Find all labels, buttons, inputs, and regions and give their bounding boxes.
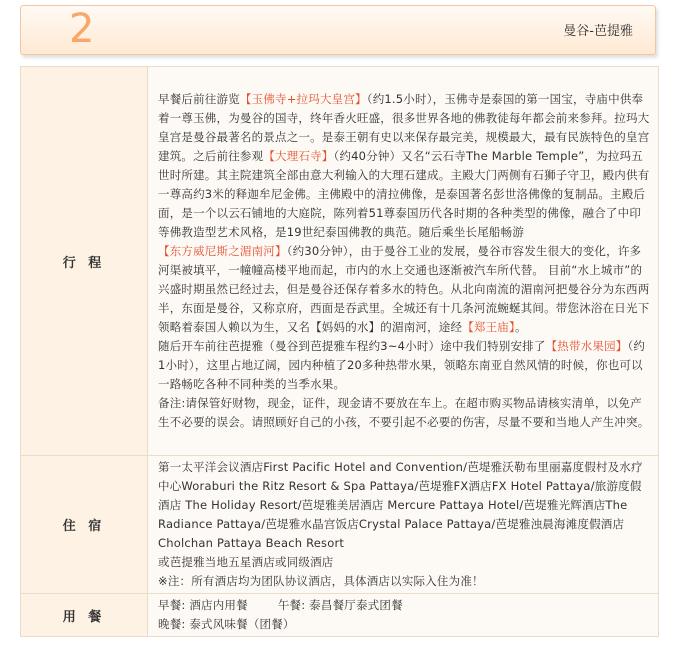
meal-row xyxy=(21,594,659,637)
itinerary-table xyxy=(20,66,659,637)
schedule-label: 行 程 xyxy=(21,67,148,456)
meal-content xyxy=(148,594,659,637)
meal-line-2 xyxy=(158,615,650,634)
dinner-text: 晚餐: 泰式风味餐（团餐） xyxy=(158,617,295,631)
day-header xyxy=(20,5,656,55)
meal-label: 用 餐 xyxy=(21,594,148,637)
schedule-text: 。 xyxy=(514,320,527,334)
highlighted-attraction: 【东方威尼斯之湄南河】 xyxy=(158,244,287,258)
meal-line-1 xyxy=(158,596,650,615)
hotel-alternative: 或芭提雅当地五星酒店或同级酒店 xyxy=(158,555,334,569)
schedule-text: 备注:请保管好财物，现金，证件，现金请不要放在车上。在超市购买物品请核实清单，以免产生不必要的误会。请照顾好自己的小孩，不要引起不必要的伤害，尽量不要和当地人产生冲突。 xyxy=(158,396,650,429)
highlighted-attraction: 【热带水果园】 xyxy=(545,339,628,353)
highlighted-attraction: 【郑王庙】 xyxy=(462,320,515,334)
schedule-text: 早餐后前往游览 xyxy=(158,92,240,106)
hotel-content xyxy=(148,456,659,594)
hotel-note: ※注：所有酒店均为团队协议酒店，具体酒店以实际入住为准！ xyxy=(158,574,484,588)
hotel-row xyxy=(21,456,659,594)
schedule-paragraph xyxy=(158,337,650,394)
hotel-label: 住 宿 xyxy=(21,456,148,594)
schedule-text: （约1小时），这里占地辽阔，园内种植了20多种热带水果，领略东南亚自然风情的时候，你也可以一路畅吃各种不同种类的当季水果。 xyxy=(158,339,646,391)
hotel-list: 第一太平洋会议酒店First Pacific Hotel and Convention/芭堤雅沃勒布里丽嘉度假村及水疗中心Woraburi the Ritz Resort & Spa Pattaya/芭堤雅FX酒店FX Hotel Pattaya/旅游度假酒店 The Holiday Resort/芭堤雅美居酒店 Mercure Pattaya Hotel/芭堤雅光辉酒店The Radiance Pattaya/芭堤雅水晶宫饭店Crystal Palace Pattaya/芭堤雅浊晨海滩度假酒店Cholchan Pattaya Beach Resort xyxy=(158,460,643,550)
schedule-content xyxy=(148,67,659,456)
lunch-text: 午餐: 泰昌餐厅泰式团餐 xyxy=(277,598,403,612)
schedule-text: （约30分钟），由于曼谷工业的发展，曼谷市容发生很大的变化，许多河渠被填平，一幢幢高楼平地而起，市内的水上交通也逐渐被汽车所代替。 目前“水上城市”的兴盛时期虽然已经过去，但是曼谷还保存着多水的特色。从北向南流的湄南河把曼谷分为东西两半，东面是曼谷，又称京府，西面是吞武里。全城还有十几条河流蜿蜒其间。带您沐浴在日光下领略着泰国人赖以为生，又名【妈妈的水】的湄南河，途经 xyxy=(158,244,650,334)
schedule-row xyxy=(21,67,659,456)
schedule-text: （约1.5小时），玉佛寺是泰国的第一国宝，寺庙中供奉着一尊玉佛，为曼谷的国寺，终年香火旺盛，很多世界各地的佛教徒每年都会前来参拜。拉玛大皇宫是曼谷最著名的景点之一。是泰王朝有史以来保存最完美，规模最大，最有民族特色的皇宫建筑。之后前往参观 xyxy=(158,92,650,163)
schedule-text: 随后开车前往芭提雅（曼谷到芭提雅车程约3~4小时）途中我们特别安排了 xyxy=(158,339,546,353)
schedule-paragraph xyxy=(158,90,650,337)
day-route: 曼谷-芭提雅 xyxy=(563,24,633,39)
highlighted-attraction: 【大理石寺】 xyxy=(263,149,334,163)
breakfast-text: 早餐: 酒店内用餐 xyxy=(158,598,248,612)
highlighted-attraction: 【玉佛寺+拉玛大皇宫】 xyxy=(239,92,367,106)
day-number: 2 xyxy=(69,6,95,52)
schedule-paragraph xyxy=(158,394,650,432)
schedule-text: （约40分钟）又名“云石寺The Marble Temple”，为拉玛五世时所建。其主院建筑全部由意大利输入的大理石建成。主殿大门两侧有石狮子守卫，殿内供有一尊高约3米的释迦牟尼金佛。主佛殿中的清拉佛像，是泰国著名彭世洛佛像的复制品。主殿后面，是一个以云石铺地的大庭院，陈列着51尊泰国历代各时期的各种类型的佛像，融合了中印等佛教造型艺术风格，是19世纪泰国佛教的典范。随后乘坐长尾船畅游 xyxy=(158,149,650,239)
